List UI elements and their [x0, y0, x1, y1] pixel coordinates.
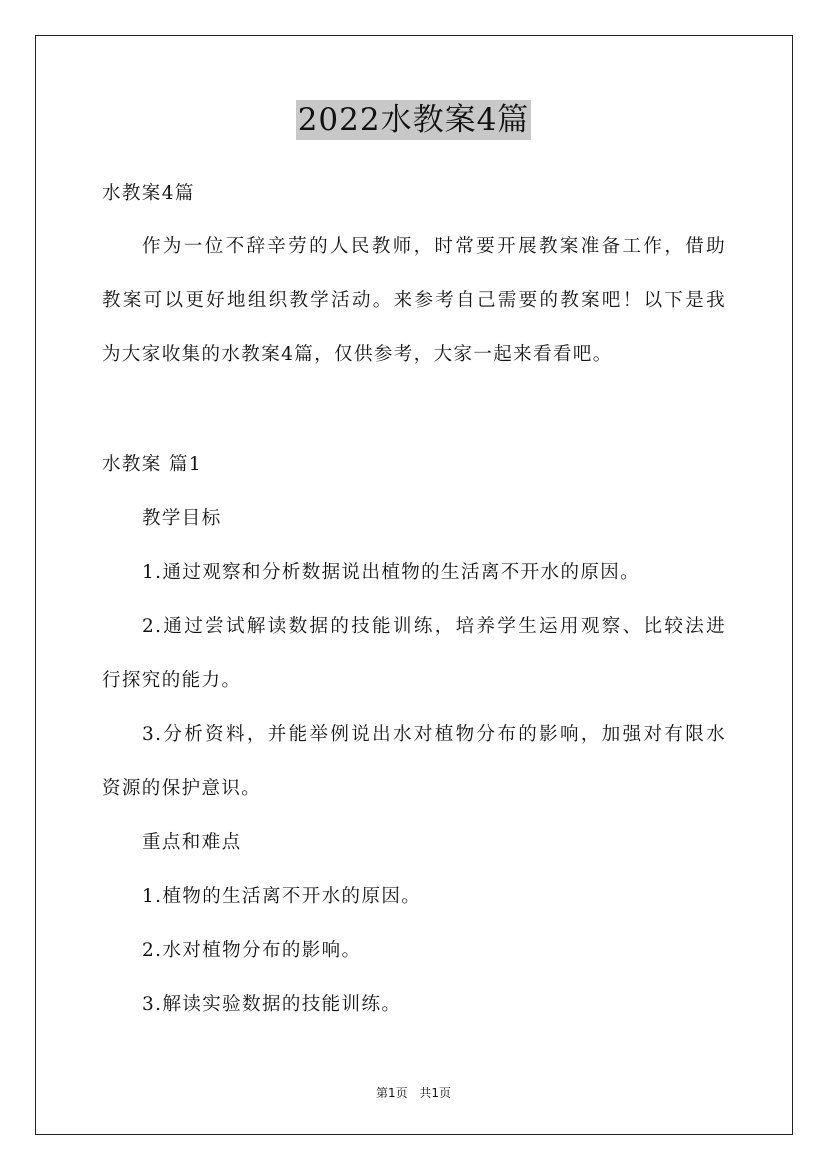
- goal-item-3: 3.分析资料，并能举例说出水对植物分布的影响，加强对有限水: [142, 724, 726, 745]
- page-total: 共1页: [419, 1086, 452, 1100]
- page-footer: [0, 1085, 827, 1101]
- section-heading: 水教案 篇1: [102, 454, 203, 475]
- key-heading: 重点和难点: [142, 832, 242, 853]
- intro-line-3: 为大家收集的水教案4篇，仅供参考，大家一起来看看吧。: [102, 344, 613, 365]
- title-container: [0, 100, 827, 140]
- goal-item-2-cont: 行探究的能力。: [102, 670, 242, 691]
- page-number: 第1页: [375, 1086, 408, 1100]
- key-item-1: 1.植物的生活离不开水的原因。: [142, 886, 422, 907]
- goal-item-3-cont: 资源的保护意识。: [102, 778, 262, 799]
- key-item-2: 2.水对植物分布的影响。: [142, 940, 362, 961]
- intro-line-2: 教案可以更好地组织教学活动。来参考自己需要的教案吧！以下是我: [102, 290, 726, 311]
- key-item-3: 3.解读实验数据的技能训练。: [142, 994, 402, 1015]
- goals-heading: 教学目标: [142, 508, 222, 529]
- intro-line-1: 作为一位不辞辛劳的人民教师，时常要开展教案准备工作，借助: [142, 236, 726, 257]
- document-subtitle: 水教案4篇: [102, 183, 195, 204]
- goal-item-2: 2.通过尝试解读数据的技能训练，培养学生运用观察、比较法进: [142, 616, 726, 637]
- document-title: 2022水教案4篇: [297, 102, 530, 138]
- goal-item-1: 1.通过观察和分析数据说出植物的生活离不开水的原因。: [142, 562, 641, 583]
